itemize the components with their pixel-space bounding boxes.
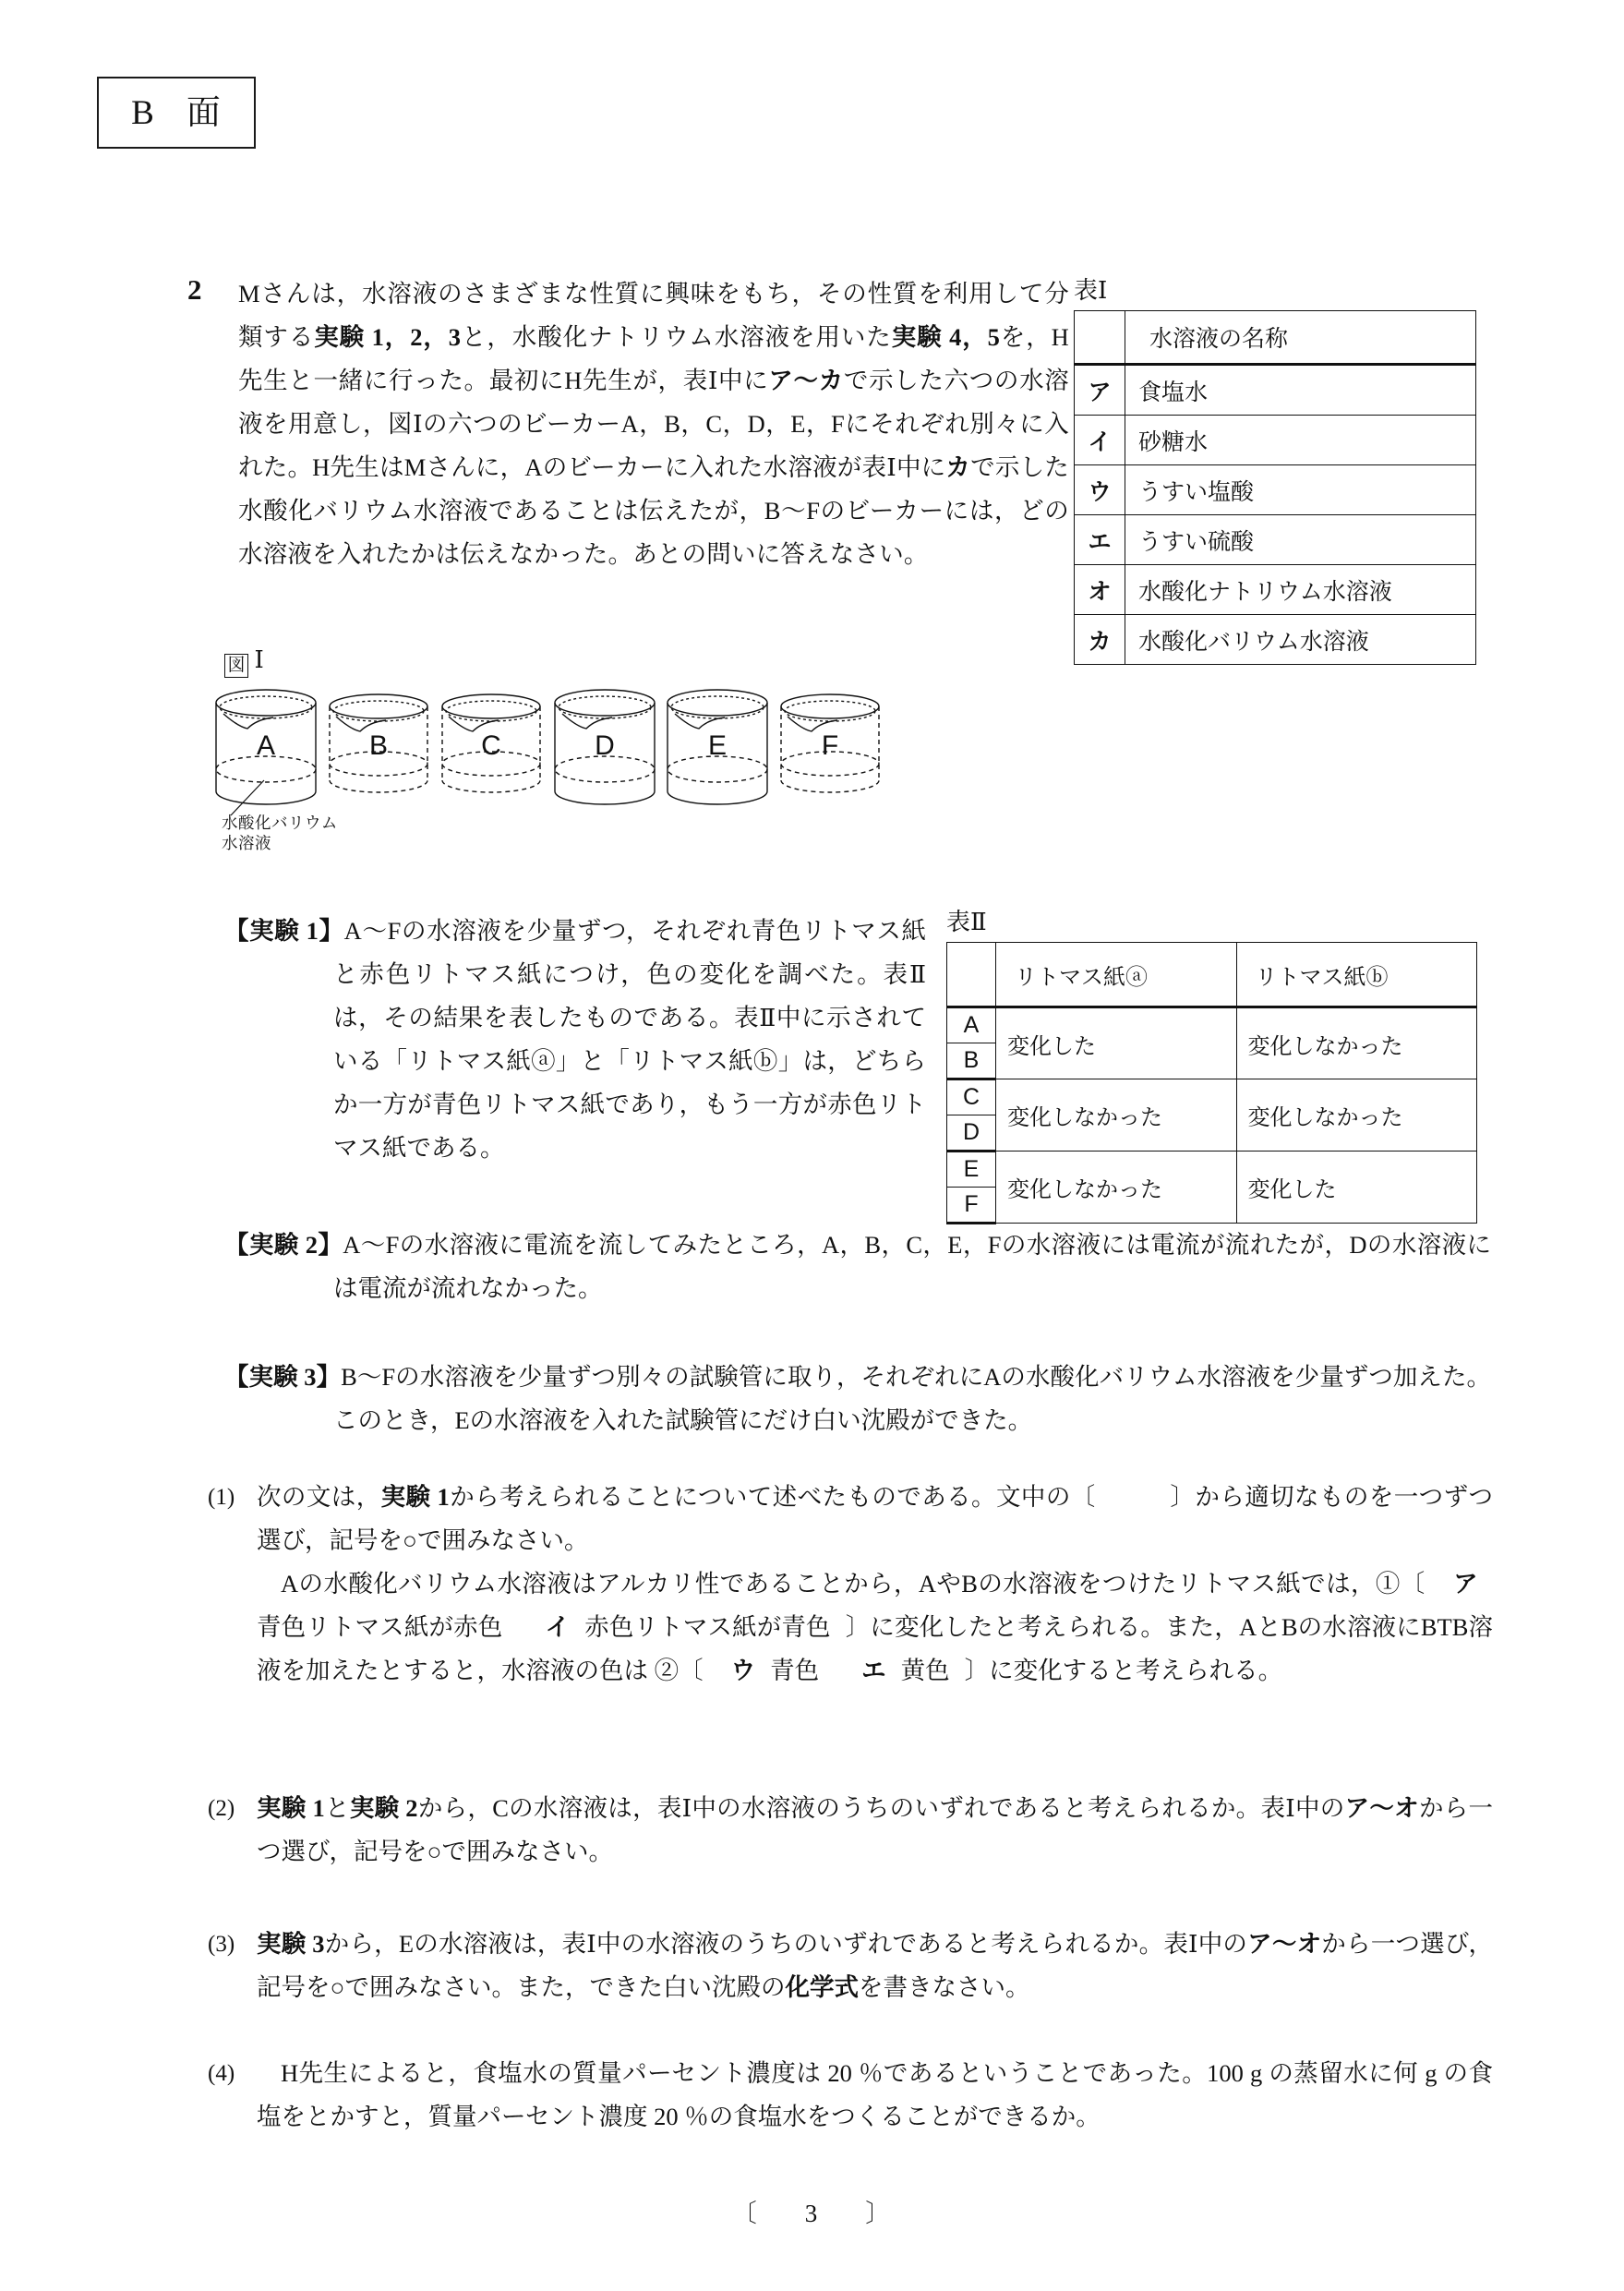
q1-line1a: 次の文は， <box>257 1483 381 1511</box>
leader-line <box>231 780 264 815</box>
experiment-1 <box>224 910 926 1170</box>
intro-line-6b: カ <box>945 453 971 481</box>
beaker-label-A: A <box>256 730 276 761</box>
intro-line-6a: Aのビーカーに入れた水溶液が表Ⅰ中に <box>524 453 946 481</box>
beaker-label-D: D <box>595 730 615 761</box>
table-2-row-label-B: B <box>947 1043 996 1079</box>
table-1-name: 食塩水 <box>1125 365 1476 416</box>
table-2-row-label-E: E <box>947 1152 996 1188</box>
table-row <box>1075 565 1476 615</box>
question-4-body <box>208 2052 1493 2139</box>
experiment-2-text: A～Fの水溶液に電流を流してみたところ，A，B，C，E，Fの水溶液には電流が流れたが，Dの水溶液には電流が流れなかった。 <box>333 1231 1491 1302</box>
experiment-2-tag: 【実験 2】 <box>224 1231 343 1259</box>
intro-line-8: を入れたかは伝えなかった。あとの問いに答えなさい。 <box>312 540 929 568</box>
q3-line1a: 実験 3 <box>257 1930 325 1958</box>
question-3 <box>208 1923 1493 2009</box>
experiment-3-tag: 【実験 3】 <box>224 1363 342 1391</box>
table-1-symbol: ア <box>1075 365 1125 416</box>
question-2-body <box>208 1787 1493 1874</box>
table-row <box>1075 615 1476 665</box>
footer-left-bracket: 〔 <box>731 2200 759 2227</box>
figure-1-caption <box>224 646 264 678</box>
intro-line-4b: で示した六つの水溶液を用意し，図Ⅰの六つのビーカーA， <box>238 367 1069 438</box>
table-2-corner-cell <box>947 943 996 1007</box>
figure-1-note-line-1: 水酸化バリウム <box>222 814 338 832</box>
footer-page-number: 3 <box>804 2200 820 2227</box>
question-1 <box>208 1476 1493 1693</box>
experiment-3 <box>224 1356 1491 1442</box>
table-row <box>1075 311 1476 365</box>
question-3-body <box>208 1923 1493 2009</box>
question-1-body <box>208 1476 1493 1693</box>
experiment-1-text: A～Fの水溶液を少量ずつ，それぞれ青色リトマス紙と赤色リトマス紙につけ，色の変化を調べた。表Ⅱは，その結果を表したものである。表Ⅱ中に示されている「リトマス紙ⓐ」と「リトマス紙ⓑ」は，どちらか一方が青色リトマス紙であり，もう一方が赤色リトマス紙である。 <box>333 917 926 1162</box>
figure-1-numeral: Ⅰ <box>254 646 264 673</box>
figure-kanji-box: 図 <box>224 654 248 678</box>
figure-1-note-line-2: 水溶液 <box>222 834 271 852</box>
q4-line1: H先生によると，食塩水の質量パーセント濃度は 20 ％であるということであった。100 g の蒸留 <box>281 2059 1344 2087</box>
table-1-name: 水酸化バリウム水溶液 <box>1125 615 1476 665</box>
table-row <box>1075 465 1476 515</box>
q1-option-a-symbol[interactable]: ア <box>1452 1570 1479 1598</box>
question-4-label: (4) <box>208 2061 235 2086</box>
table-1-symbol: エ <box>1075 515 1125 565</box>
experiment-1-tag: 【実験 1】 <box>224 917 344 945</box>
intro-line-2b: 実験 1，2，3 <box>314 323 462 351</box>
table-1-name: 水酸化ナトリウム水溶液 <box>1125 565 1476 615</box>
question-3-label: (3) <box>208 1932 235 1957</box>
table-row <box>1075 515 1476 565</box>
beaker-label-B: B <box>368 730 389 761</box>
table-2-cell-a: 変化しなかった <box>996 1152 1237 1224</box>
table-2-row-label-F: F <box>947 1188 996 1224</box>
intro-paragraph <box>238 272 1069 576</box>
page-footer <box>0 2193 1624 2229</box>
page-side-mark <box>97 77 256 149</box>
q2-line2b: ア～オ <box>1344 1794 1419 1822</box>
experiment-2 <box>224 1224 1491 1310</box>
beaker-label-F: F <box>821 730 839 761</box>
q1-option-b-text: 赤色リトマス紙が青色 <box>584 1613 831 1641</box>
table-1-name: うすい塩酸 <box>1125 465 1476 515</box>
table-2-col-header-b: リトマス紙ⓑ <box>1236 943 1477 1007</box>
question-2 <box>208 1787 1493 1874</box>
intro-line-3b: を，H先生と一緒に行った。最初にH先生が，表Ⅰ中に <box>238 323 1070 394</box>
table-2-cell-b: 変化しなかった <box>1236 1079 1477 1152</box>
q1-line1c: から考えられることについて述べたものである。文中の〔 〕から適切な <box>449 1483 1319 1511</box>
q1-option-b-symbol[interactable]: イ <box>545 1613 571 1641</box>
q1-option-c-symbol[interactable]: ウ <box>730 1657 756 1684</box>
beaker-label-E: E <box>707 730 728 761</box>
table-2 <box>946 942 1477 1224</box>
table-1-header-name: 水溶液の名称 <box>1125 311 1476 365</box>
q3-line1b: から，Eの水溶液は，表Ⅰ中の水溶液のうちのいずれであると考えられるか。表Ⅰ中の <box>324 1930 1248 1958</box>
table-1-header-symbol <box>1075 311 1125 365</box>
table-row <box>947 1079 1477 1115</box>
q2-line1b: と <box>324 1794 350 1822</box>
q2-line1d: から，Cの水溶液は，表Ⅰ中の水溶液のうちのいずれであると考えられるか。 <box>417 1794 1261 1822</box>
q1-line1b: 実験 1 <box>380 1483 450 1511</box>
table-2-cell-a: 変化しなかった <box>996 1079 1237 1152</box>
table-2-row-label-D: D <box>947 1115 996 1152</box>
q1-option-d-text: 黄色 <box>900 1657 950 1684</box>
footer-right-bracket: 〕 <box>865 2200 893 2227</box>
table-row <box>947 1152 1477 1188</box>
q3-line2d: を書きなさい。 <box>859 1973 1030 2001</box>
table-1-symbol: カ <box>1075 615 1125 665</box>
q1-line4post: 〕に変化したと考えられる。 <box>845 1613 1166 1641</box>
intro-line-7: 水溶液であることは伝えたが，B～Fのビーカーには，どの水溶液 <box>238 497 1069 568</box>
intro-line-3a: 実験 4，5 <box>891 323 1001 351</box>
table-1-caption: 表Ⅰ <box>1074 277 1108 304</box>
q1-option-d-symbol[interactable]: エ <box>861 1657 886 1684</box>
q1-line5pre: また，AとBの水溶液にBTB溶液を加えたとすると，水溶液の色は ②〔 <box>257 1613 1494 1684</box>
table-2-container <box>946 903 1477 1224</box>
intro-line-2c: と，水酸化ナトリウム水溶液を用いた <box>461 323 892 351</box>
beaker-label-C: C <box>481 730 501 761</box>
q1-line3: Aの水酸化バリウム水溶液はアルカリ性であることから，AやBの水溶液をつけたリトマス紙で <box>281 1570 1327 1598</box>
q2-line1a: 実験 1 <box>257 1794 325 1822</box>
question-1-label: (1) <box>208 1485 235 1510</box>
q4-line2: 水に何 g の食塩をとかすと，質量パーセント濃度 20 ％の食塩水をつくることができるか。 <box>257 2059 1494 2130</box>
question-number: 2 <box>187 273 202 306</box>
table-row <box>1075 416 1476 465</box>
table-1-name: うすい硫酸 <box>1125 515 1476 565</box>
q1-option-a-text: 青色リトマス紙が赤色 <box>257 1613 503 1641</box>
q1-option-c-text: 青色 <box>770 1657 820 1684</box>
q2-line1c: 実験 2 <box>349 1794 418 1822</box>
page-side-letter: B <box>131 93 155 132</box>
q1-line5post: 〕 <box>964 1657 990 1684</box>
intro-line-5: B，C，D，E，Fにそれぞれ別々に入れた。H先生はMさんに， <box>238 410 1069 481</box>
table-1-symbol: ウ <box>1075 465 1125 515</box>
page-side-kanji: 面 <box>186 93 222 132</box>
table-2-caption: 表Ⅱ <box>946 909 987 935</box>
table-row <box>1075 365 1476 416</box>
intro-line-6c: で示した水酸化バリウム <box>238 453 1069 525</box>
q1-line4pre: は，①〔 <box>1326 1570 1426 1598</box>
question-4 <box>208 2052 1493 2139</box>
table-1-symbol: イ <box>1075 416 1125 465</box>
table-2-row-label-C: C <box>947 1079 996 1115</box>
q1-line6: に変化すると考えられる。 <box>989 1657 1283 1684</box>
q3-line2c: 化学式 <box>785 1973 860 2001</box>
table-1-symbol: オ <box>1075 565 1125 615</box>
table-2-cell-b: 変化しなかった <box>1236 1007 1477 1079</box>
intro-line-1: Mさんは，水溶液のさまざまな性質に興味をもち，その性質を利 <box>238 280 969 307</box>
table-2-row-label-A: A <box>947 1007 996 1043</box>
experiment-3-text: B～Fの水溶液を少量ずつ別々の試験管に取り，それぞれにAの水酸化バリウム水溶液を少量ずつ加えた。このとき，Eの水溶液を入れた試験管にだけ白い沈殿ができた。 <box>333 1363 1491 1434</box>
table-1 <box>1074 310 1476 665</box>
table-2-cell-b: 変化した <box>1236 1152 1477 1224</box>
intro-line-2a: 用して分類する <box>238 280 1069 351</box>
q2-line2c: から一つ選び，記号を○で囲みなさい。 <box>257 1794 1494 1865</box>
table-2-cell-a: 変化した <box>996 1007 1237 1079</box>
q3-line2b: から一つ選び，記号を○で囲みなさい。また，できた白い沈殿の <box>257 1930 1493 2001</box>
table-2-col-header-a: リトマス紙ⓐ <box>996 943 1237 1007</box>
table-1-name: 砂糖水 <box>1125 416 1476 465</box>
q2-line2a: 表Ⅰ中の <box>1260 1794 1345 1822</box>
figure-1-note <box>222 813 338 853</box>
intro-line-4a: ア～カ <box>768 367 844 394</box>
question-2-label: (2) <box>208 1796 235 1821</box>
table-1-container <box>1074 271 1476 665</box>
q1-line2: ものを一つずつ選び，記号を○で囲みなさい。 <box>257 1483 1494 1554</box>
q3-line2a: ア～オ <box>1247 1930 1322 1958</box>
table-row <box>947 1007 1477 1043</box>
